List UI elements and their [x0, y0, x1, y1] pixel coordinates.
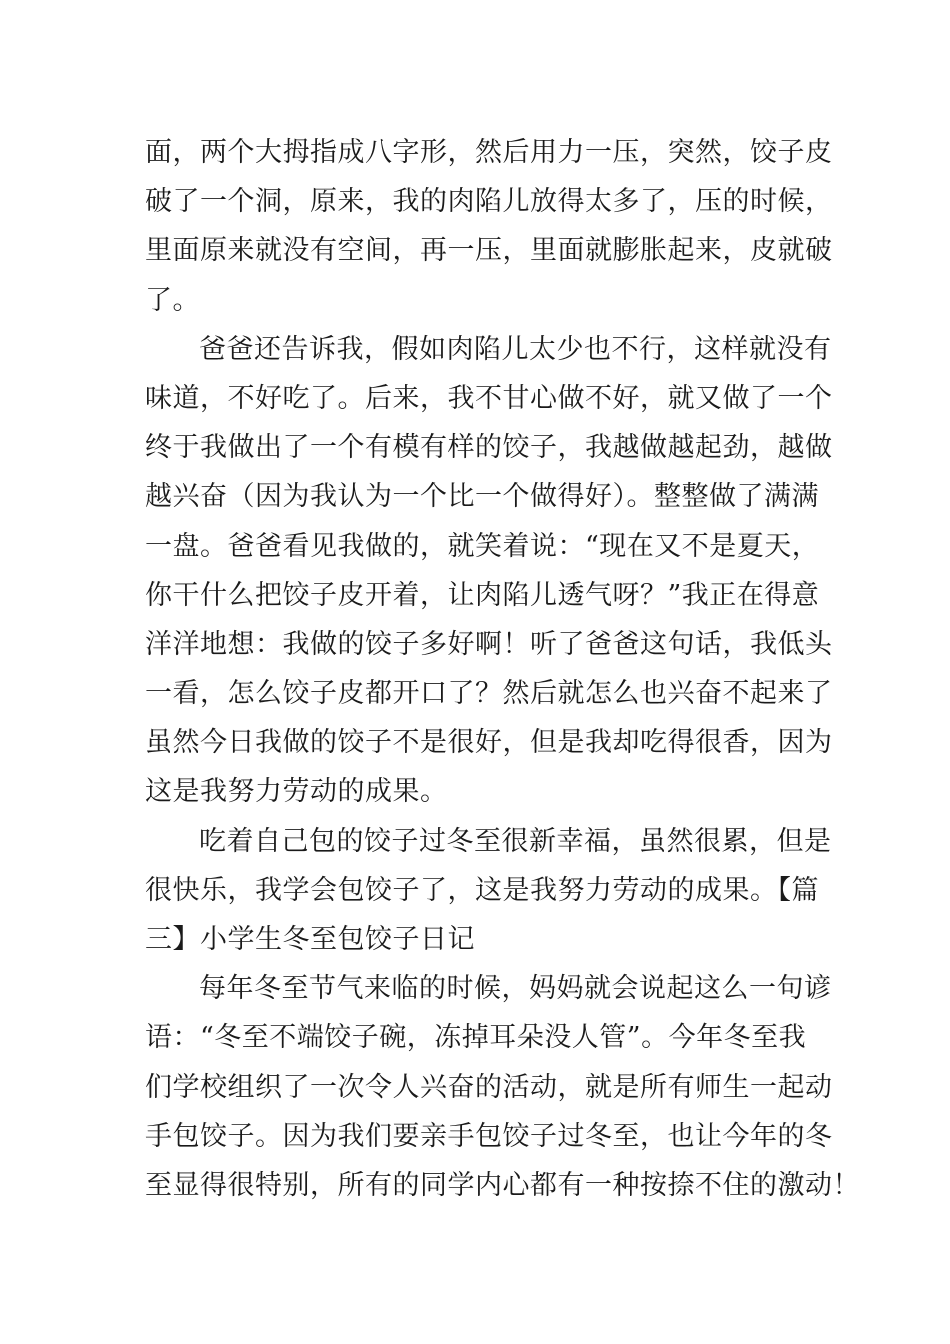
text-line: 面，两个大拇指成八字形，然后用力一压，突然，饺子皮	[145, 137, 833, 168]
section-title-line: 三】小学生冬至包饺子日记	[145, 924, 475, 955]
text-line: 洋洋地想：我做的饺子多好啊！听了爸爸这句话，我低头	[145, 628, 833, 660]
text-line: 了。	[145, 284, 200, 316]
text-line: 终于我做出了一个有模有样的饺子，我越做越起劲，越做	[145, 432, 833, 464]
paragraph-start-line: 吃着自己包的饺子过冬至很新幸福，虽然很累，但是	[199, 825, 832, 857]
paragraph-start-line: 每年冬至节气来临的时候，妈妈就会说起这么一句谚	[199, 973, 832, 1005]
text-line: 们学校组织了一次令人兴奋的活动，就是所有师生一起动	[145, 1071, 833, 1103]
text-line: 至显得很特别，所有的同学内心都有一种按捺不住的激动！	[145, 1169, 860, 1201]
text-line: 手包饺子。因为我们要亲手包饺子过冬至，也让今年的冬	[145, 1120, 833, 1152]
paragraph-start-line: 爸爸还告诉我，假如肉陷儿太少也不行，这样就没有	[199, 333, 832, 365]
text-line: 虽然今日我做的饺子不是很好，但是我却吃得很香，因为	[145, 727, 833, 759]
text-line: 一盘。爸爸看见我做的，就笑着说：“现在又不是夏天，	[145, 530, 820, 562]
text-line: 这是我努力劳动的成果。	[145, 776, 448, 808]
text-line: 语：“冬至不端饺子碗，冻掉耳朵没人管”。今年冬至我	[145, 1022, 807, 1054]
text-line: 你干什么把饺子皮开着，让肉陷儿透气呀？”我正在得意	[145, 579, 820, 611]
body-text	[145, 128, 860, 1210]
text-line: 很快乐，我学会包饺子了，这是我努力劳动的成果。【篇	[145, 874, 819, 906]
text-line: 一看，怎么饺子皮都开口了？然后就怎么也兴奋不起来了	[145, 678, 833, 710]
text-line: 里面原来就没有空间，再一压，里面就膨胀起来，皮就破	[145, 235, 833, 267]
text-line: 越兴奋（因为我认为一个比一个做得好）。整整做了满满	[145, 481, 819, 513]
text-line: 破了一个洞，原来，我的肉陷儿放得太多了，压的时候，	[145, 186, 833, 218]
text-line: 味道，不好吃了。后来，我不甘心做不好，就又做了一个	[145, 382, 833, 414]
